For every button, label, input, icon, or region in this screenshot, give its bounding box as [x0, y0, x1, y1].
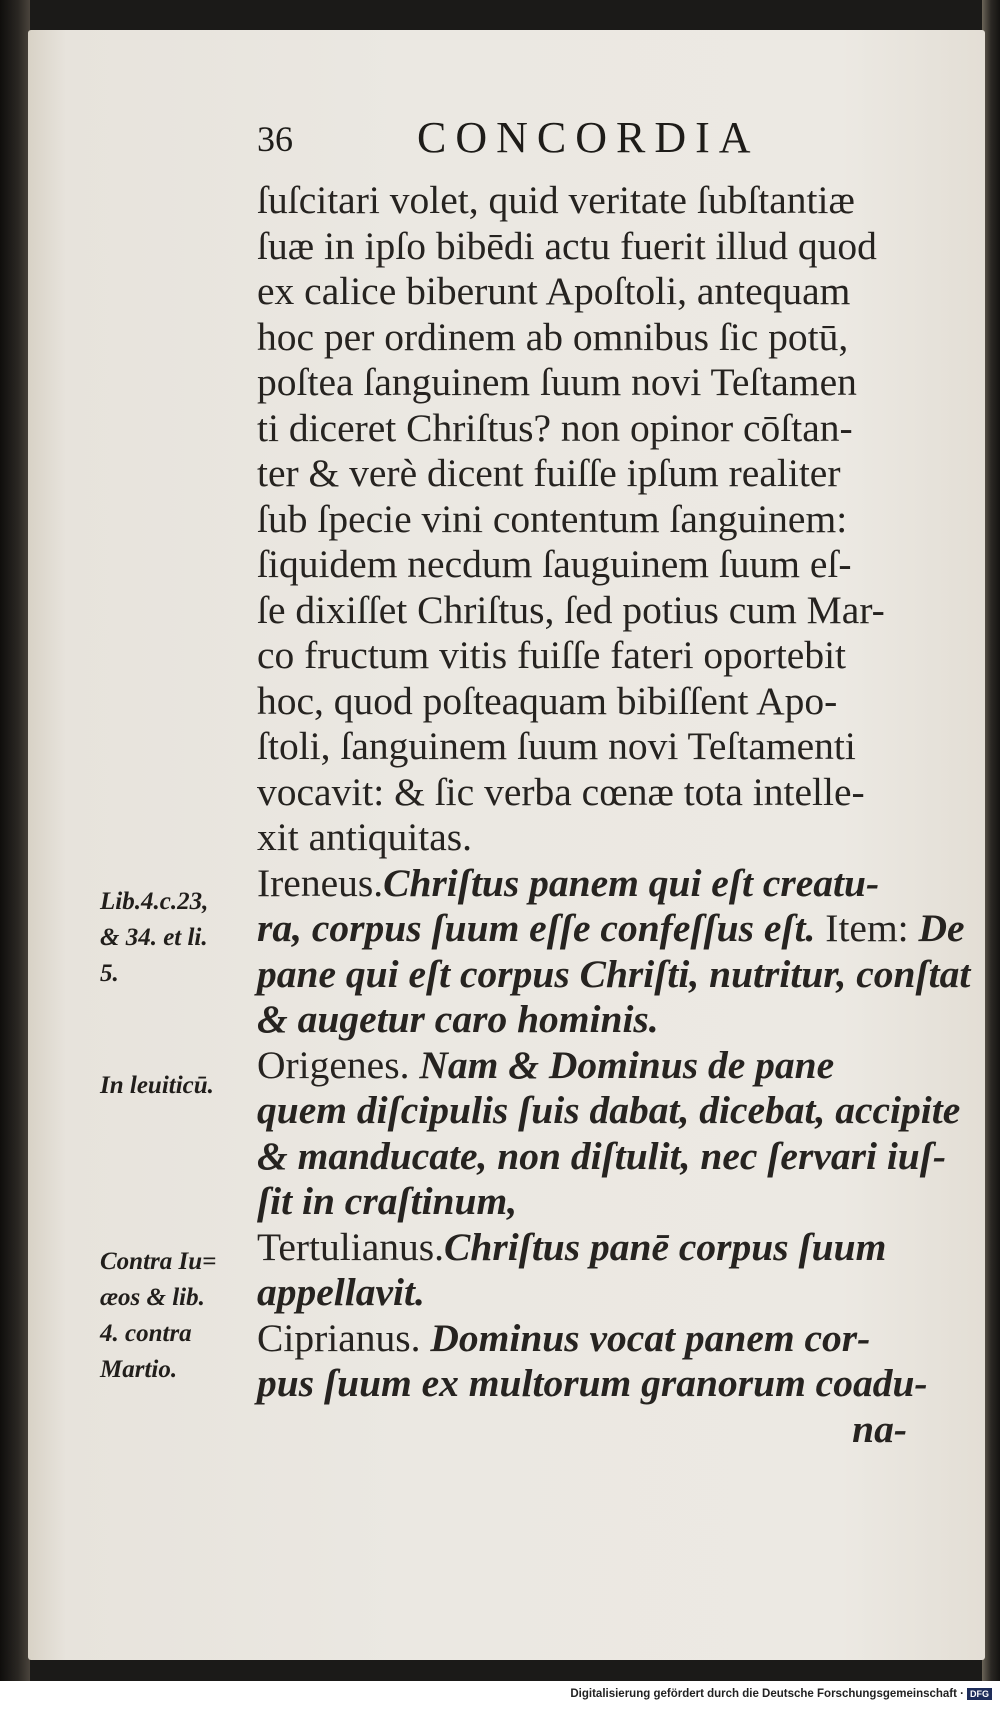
credit-text: Digitalisierung gefördert durch die Deutsche Forschungsgemeinschaft ·	[570, 1688, 964, 1701]
marginal-note-irenaeus	[100, 884, 260, 992]
ireneus-line-2	[257, 906, 965, 952]
marginal-line: æos & lib.	[100, 1284, 205, 1311]
origenes-line-4: ſit in craſtinum,	[257, 1179, 518, 1223]
text-line: ſuſcitari volet, quid veritate ſubſtantiæ	[257, 178, 855, 222]
book-spine-shadow	[0, 0, 30, 1681]
page-header	[257, 112, 817, 172]
text-line: poſtea ſanguinem ſuum novi Teſtamen	[257, 360, 857, 404]
catchword: na-	[852, 1406, 907, 1451]
text-line: ti diceret Chriſtus? non opinor cōſtan-	[257, 405, 853, 450]
author-name-tertulianus: Tertulianus.	[257, 1224, 445, 1269]
ireneus-line-1	[257, 861, 947, 907]
quote-text: Dominus vocat panem cor-	[430, 1315, 871, 1360]
text-line: ſub ſpecie vini contentum ſanguinem:	[257, 496, 848, 541]
quote-text: Nam & Dominus de pane	[419, 1042, 835, 1087]
author-name-ciprianus: Ciprianus.	[257, 1315, 421, 1360]
ireneus-line-4: & augetur caro hominis.	[257, 997, 659, 1041]
marginal-line: 4. contra	[100, 1320, 192, 1347]
page-number: 36	[257, 119, 293, 159]
text-line: co fructum vitis fuiſſe fateri oportebit	[257, 633, 847, 677]
origenes-line-3: & manducate, non diſtulit, nec ſervari iuſ-	[257, 1133, 947, 1178]
text-line: hoc, quod poſteaquam bibiſſent Apo-	[257, 678, 838, 723]
ciprianus-line-2: pus ſuum ex multorum granorum coadu-	[257, 1361, 928, 1405]
text-line: ex calice biberunt Apoſtoli, antequam	[257, 269, 851, 313]
text-line: vocavit: & ſic verba cœnæ tota intelle-	[257, 769, 865, 814]
marginal-note-origen	[100, 1068, 260, 1104]
text-line: hoc per ordinem ab omnibus ſic potū,	[257, 314, 849, 359]
quote-text: Chriſtus panem qui eſt creatu-	[383, 860, 880, 905]
text-line: ſiquidem necdum ſauguinem ſuum eſ-	[257, 542, 852, 586]
quote-text: De	[918, 906, 965, 950]
tertulianus-line-2: appellavit.	[257, 1270, 425, 1314]
text-line: ter & verè dicent fuiſſe ipſum realiter	[257, 451, 841, 495]
author-name-ireneus: Ireneus.	[257, 860, 384, 905]
marginal-note-tertullian	[100, 1244, 260, 1388]
origenes-line-2: quem diſcipulis ſuis dabat, dicebat, accipite	[257, 1088, 961, 1132]
text-line: ſe dixiſſet Chriſtus, ſed potius cum Mar-	[257, 587, 885, 632]
quote-text: Chriſtus panē corpus ſuum	[444, 1224, 887, 1269]
text-line: ſuæ in ipſo bibēdi actu fuerit illud quod	[257, 223, 877, 268]
dfg-logo-icon: DFG	[967, 1688, 992, 1700]
text-line: ſtoli, ſanguinem ſuum novi Teſtamenti	[257, 724, 856, 768]
digitization-credit	[570, 1688, 992, 1700]
running-title: CONCORDIA	[417, 113, 760, 162]
marginal-line: & 34. et li.	[100, 924, 208, 951]
marginal-line: Martio.	[100, 1356, 178, 1383]
marginal-line: 5.	[100, 960, 119, 987]
ireneus-line-3: pane qui eſt corpus Chriſti, nutritur, conſtat	[257, 951, 971, 996]
marginal-line: Contra Iu=	[100, 1248, 217, 1275]
main-text-block	[257, 178, 971, 1452]
quote-text: ra, corpus ſuum eſſe confeſſus eſt.	[257, 906, 816, 950]
ciprianus-line-1	[257, 1316, 947, 1362]
item-word: Item:	[825, 906, 909, 950]
text-line: xit antiquitas.	[257, 815, 473, 859]
author-name-origenes: Origenes.	[257, 1042, 410, 1087]
marginal-line: Lib.4.c.23,	[100, 888, 209, 915]
marginal-line: In leuiticū.	[100, 1072, 214, 1099]
origenes-line-1	[257, 1043, 947, 1089]
tertulianus-line-1	[257, 1225, 947, 1271]
